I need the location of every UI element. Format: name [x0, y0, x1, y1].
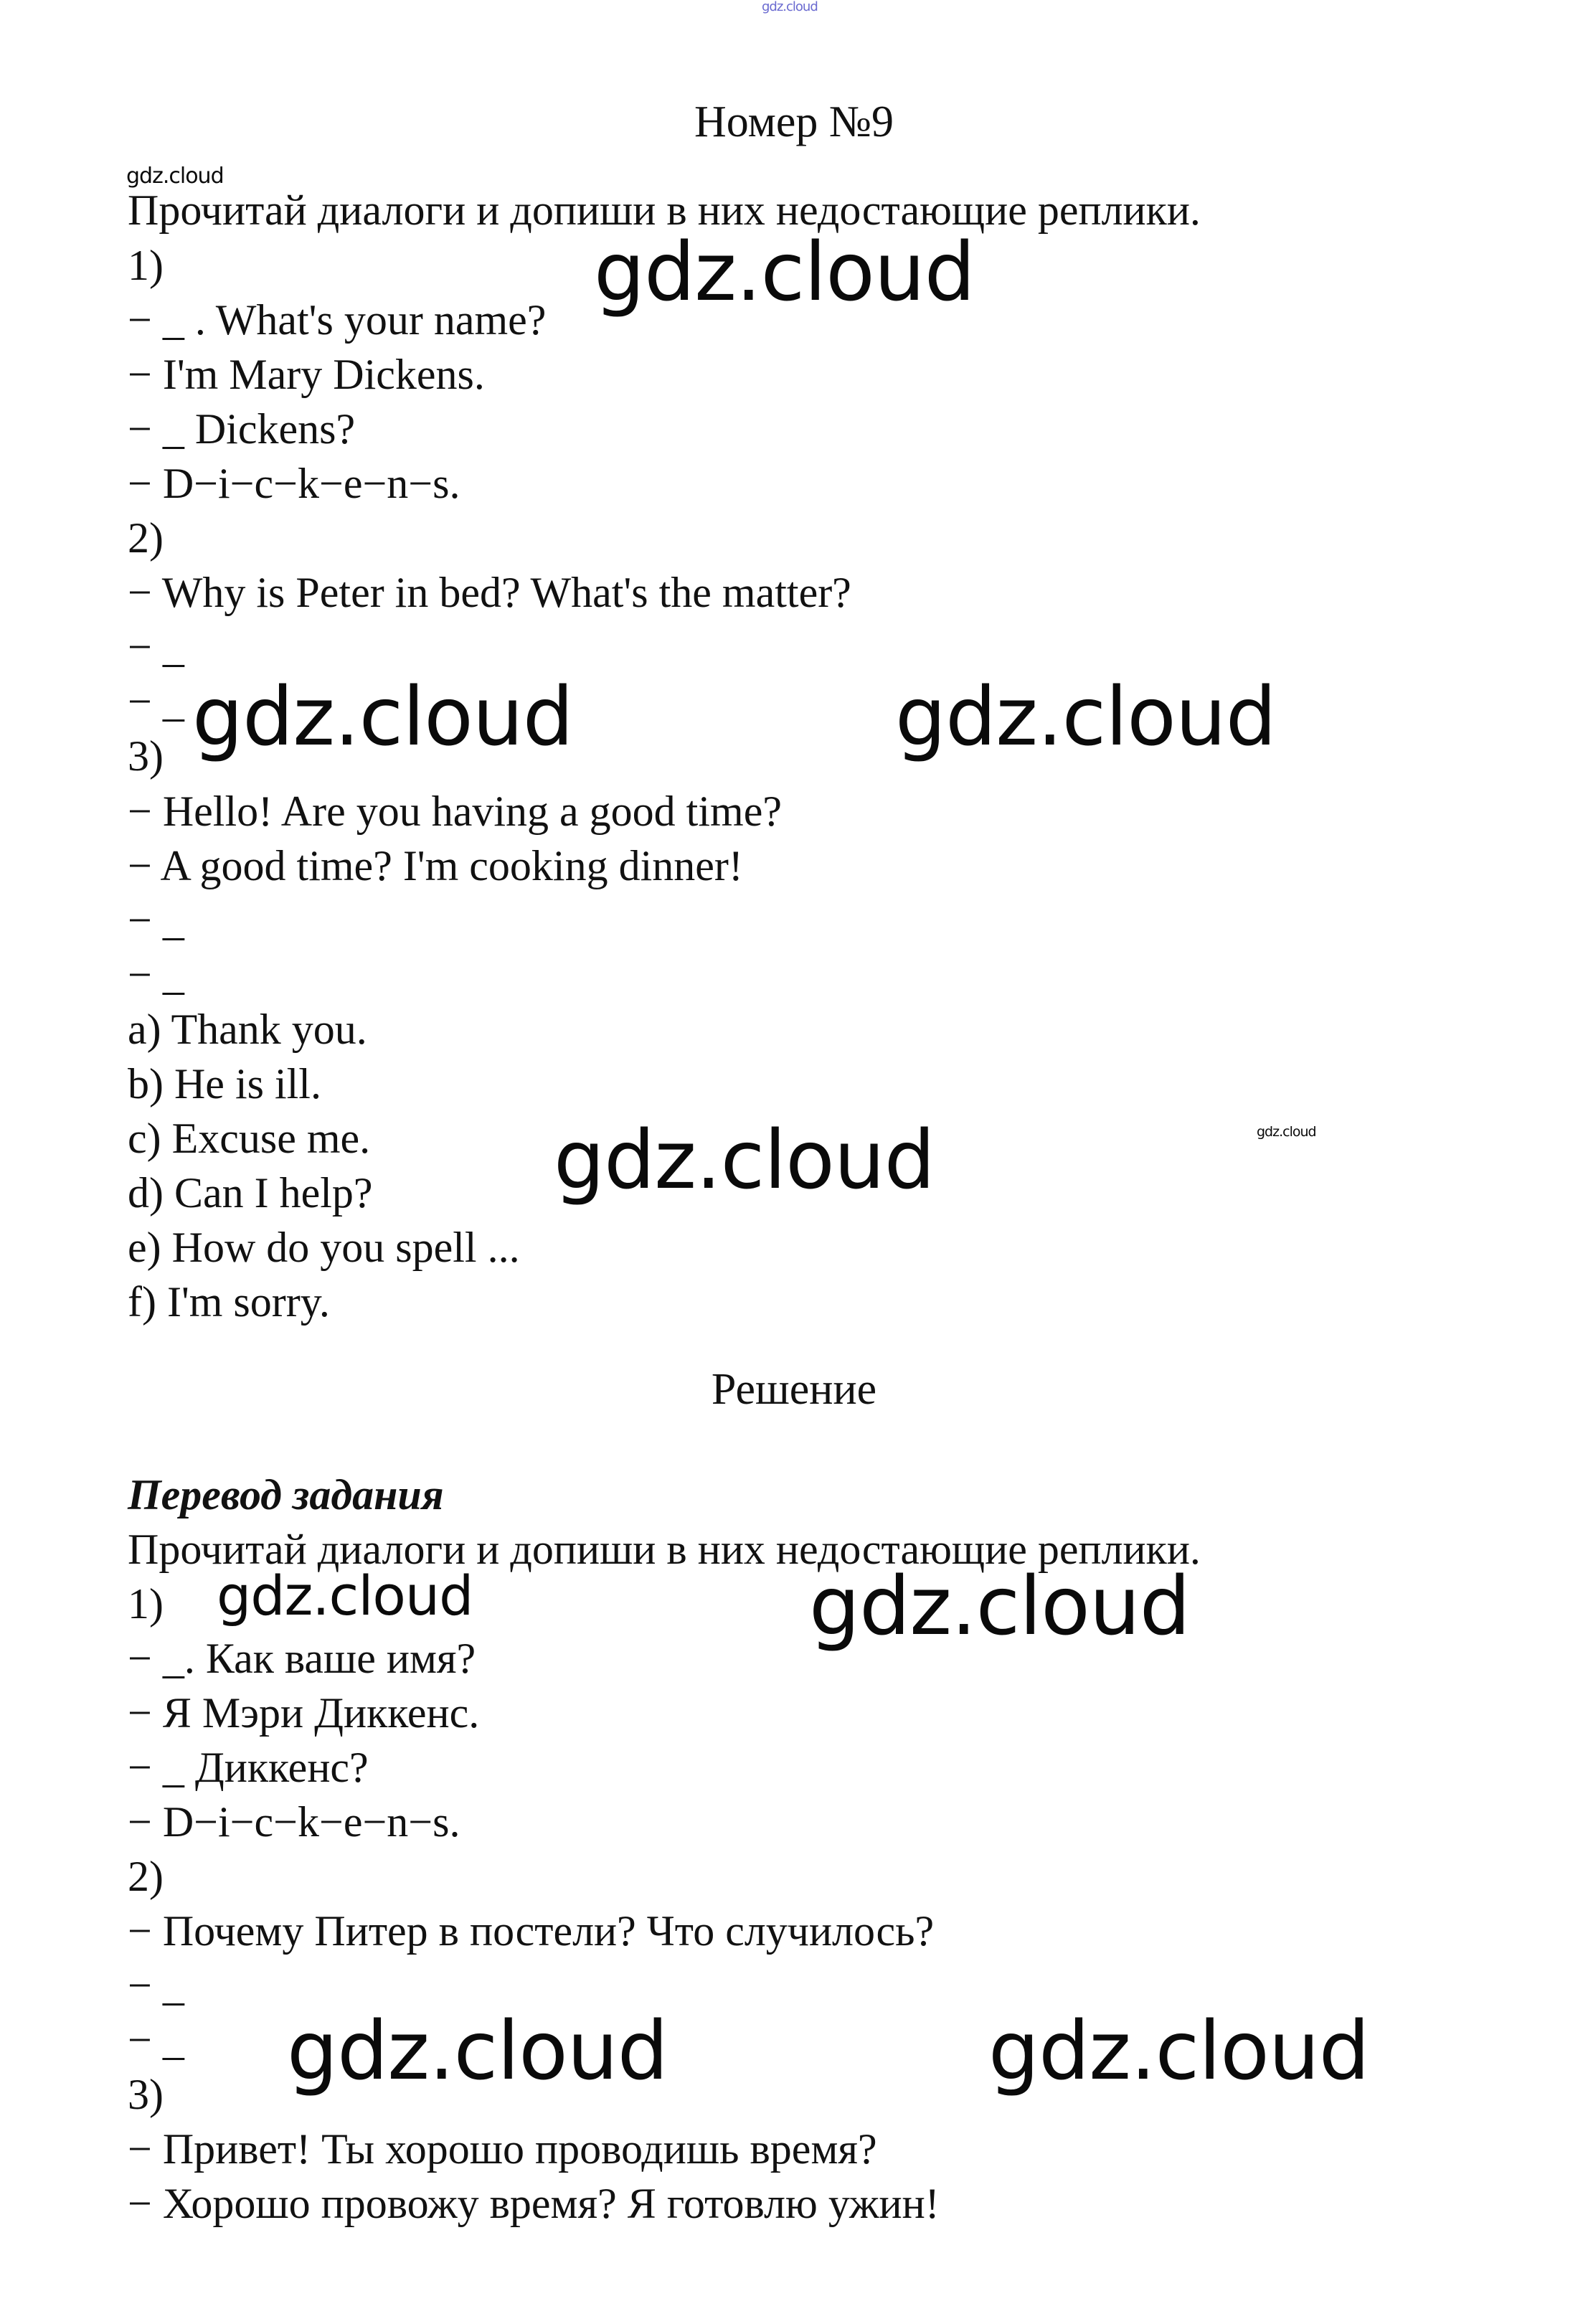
option-line: f) I'm sorry. [128, 1278, 330, 1326]
watermark: gdz.cloud [594, 226, 975, 319]
watermark-tiny: gdz.cloud [1257, 1124, 1316, 1140]
task-line: 3) [128, 732, 164, 780]
task-line: − _ [128, 897, 184, 944]
watermark: gdz.cloud [217, 1564, 473, 1628]
task-line: − _ Dickens? [128, 405, 356, 453]
solution-instruction: Прочитай диалоги и допиши в них недостающие реплики. [128, 1526, 1201, 1573]
watermark: gdz.cloud [895, 671, 1276, 764]
solution-line: 3) [128, 2071, 164, 2118]
watermark-top: gdz.cloud [762, 0, 818, 14]
task-line: − _ [128, 951, 184, 998]
task-line: − D−i−c−k−e−n−s. [128, 460, 460, 507]
watermark: gdz.cloud [287, 2005, 668, 2098]
watermark-small: gdz.cloud [126, 164, 224, 189]
task-line: 1) [128, 242, 164, 289]
solution-line: 1) [128, 1580, 164, 1628]
watermark: gdz.cloud [554, 1114, 935, 1207]
watermark: gdz.cloud [988, 2005, 1369, 2098]
solution-line: − _ [128, 2016, 184, 2064]
option-line: c) Excuse me. [128, 1115, 371, 1162]
solution-line: − Почему Питер в постели? Что случилось? [128, 1907, 935, 1955]
task-line: 2) [128, 514, 164, 562]
option-line: d) Can I help? [128, 1169, 373, 1217]
option-line: e) How do you spell ... [128, 1224, 520, 1271]
solution-line: − _ Диккенс? [128, 1744, 369, 1791]
solution-line: − Я Мэри Диккенс. [128, 1689, 480, 1737]
translation-heading: Перевод задания [128, 1471, 444, 1518]
solution-title: Решение [711, 1365, 877, 1414]
watermark: gdz.cloud [192, 671, 573, 764]
solution-line: − _ [128, 1962, 184, 2009]
task-line: − Why is Peter in bed? What's the matter? [128, 569, 851, 616]
task-line: − Hello! Are you having a good time? [128, 788, 782, 835]
task-line: − A good time? I'm cooking dinner! [128, 842, 743, 889]
solution-line: − Хорошо провожу время? Я готовлю ужин! [128, 2180, 940, 2227]
task-line: − _ [128, 678, 184, 725]
solution-line: − Привет! Ты хорошо проводишь время? [128, 2125, 877, 2173]
option-line: a) Thank you. [128, 1006, 367, 1053]
task-instruction: Прочитай диалоги и допиши в них недостающие реплики. [128, 186, 1201, 234]
option-line: b) He is ill. [128, 1060, 321, 1107]
task-line: − I'm Mary Dickens. [128, 351, 485, 398]
solution-line: − _. Как ваше имя? [128, 1635, 476, 1682]
task-line: − _ . What's your name? [128, 296, 547, 344]
task-line: − _ [128, 623, 184, 671]
solution-line: − D−i−c−k−e−n−s. [128, 1798, 460, 1846]
task-title: Номер №9 [694, 98, 894, 146]
watermark: gdz.cloud [809, 1560, 1190, 1653]
solution-line: 2) [128, 1853, 164, 1900]
